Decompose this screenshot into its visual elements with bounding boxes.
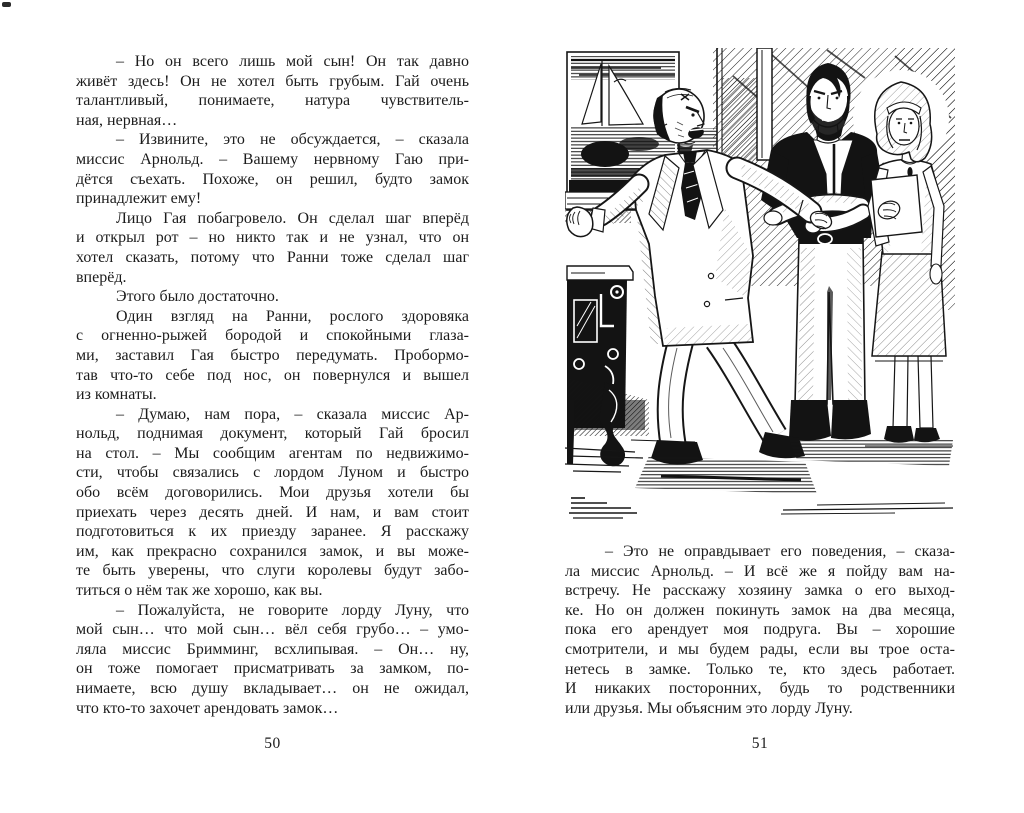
text-line: живёт здесь! Он не хотел быть грубым. Гай очень: [76, 72, 469, 90]
text-line: титься о нём так же хорошо, как вы.: [76, 582, 323, 600]
text-line: ке. Но он должен покинуть замок на два месяца,: [565, 601, 955, 619]
text-line: Лицо Гая побагровело. Он сделал шаг вперёд: [116, 209, 469, 227]
text-line: мой сын… что мой сын… вёл себя грубо… – умо-: [76, 621, 469, 639]
text-line: подготовиться к их приезду заранее. Я расскажу: [76, 523, 469, 541]
text-line: нетесь в замке. Только те, кто здесь работает.: [565, 660, 955, 678]
text-line: или друзья. Мы объясним это лорду Луну.: [565, 699, 853, 717]
page-right: [565, 0, 955, 813]
text-line: вперёд.: [76, 268, 127, 286]
page-number-left: 50: [264, 735, 281, 752]
illustration: [565, 48, 955, 535]
scan-speck: [2, 2, 11, 7]
text-line: на стол. – Мы сообщим агентам по недвижимо-: [76, 444, 469, 462]
text-line: ляла миссис Бримминг, всхлипывая. – Он… ну,: [76, 640, 469, 658]
right-text-column: [565, 542, 955, 718]
text-line: нольд, поднимая документ, который Гай бросил: [76, 425, 469, 443]
text-line: – Думаю, нам пора, – сказала миссис Ар-: [116, 405, 469, 423]
text-line: талантливый, понимаете, натура чувствитель-: [76, 92, 469, 110]
text-line: тав что-то себе под нос, он повернулся и вышел: [76, 366, 469, 384]
text-line: он тоже помогает присматривать за замком, по-: [76, 660, 469, 678]
text-line: обо всём договорились. Мои друзья хотели бы: [76, 484, 469, 502]
text-line: хотел сказать, потому что Ранни тоже сделал шаг: [76, 248, 469, 266]
carved-dresser: [565, 266, 649, 472]
text-line: миссис Арнольд. – Вашему нервному Гаю при-: [76, 150, 469, 168]
text-line: пока его арендует моя подруга. Вы – хорошие: [565, 621, 955, 639]
text-line: нимаете, всю душу вкладывает… он не ожидал,: [76, 680, 469, 697]
text-line: смотрители, и мы будем рады, если вы трое оста-: [565, 640, 955, 658]
text-line: что кто-то захочет арендовать замок…: [76, 699, 339, 717]
text-line: те быть уверены, что слуги королевы будут забо-: [76, 562, 469, 580]
page-number-right: 51: [751, 735, 769, 752]
text-line: ная, нервная…: [76, 111, 178, 129]
text-line: им, как прекрасно сохранился замок, и вы може-: [76, 542, 469, 560]
ground-strokes: [569, 498, 953, 518]
text-line: – Но он всего лишь мой сын! Он так давно: [116, 53, 469, 70]
text-line: – Пожалуйста, не говорите лорду Луну, что: [116, 601, 469, 619]
text-line: встречу. Не расскажу хозяину замка о его выход-: [565, 582, 955, 600]
text-line: приехать через десять дней. И нам, и вам стоит: [76, 503, 469, 521]
text-line: и открыл рот – но никто так и не узнал, что он: [76, 229, 469, 247]
text-line: из комнаты.: [76, 386, 157, 404]
page-left: [76, 0, 469, 813]
text-line: сти, чтобы связались с лордом Луном и быстро: [76, 464, 469, 482]
left-text-column: [76, 52, 469, 718]
text-line: дётся съехать. Похоже, он решил, будто замок: [76, 170, 469, 188]
text-line: ла миссис Арнольд. – И всё же я пойду вам на-: [565, 562, 955, 580]
text-line: с огненно-рыжей бородой и спокойными глаза-: [76, 327, 469, 345]
text-line: Один взгляд на Ранни, рослого здоровяка: [116, 307, 469, 325]
text-line: Этого было достаточно.: [116, 288, 279, 306]
text-line: принадлежит ему!: [76, 190, 202, 208]
illustration-drawing: [565, 48, 955, 535]
text-line: – Это не оправдывает его поведения, – сказа-: [605, 543, 955, 560]
text-line: ми, заставил Гая быстро передумать. Пробормо-: [76, 346, 469, 364]
text-line: И никаких посторонних, будь то родственники: [565, 680, 955, 698]
text-line: – Извините, это не обсуждается, – сказала: [116, 131, 469, 149]
